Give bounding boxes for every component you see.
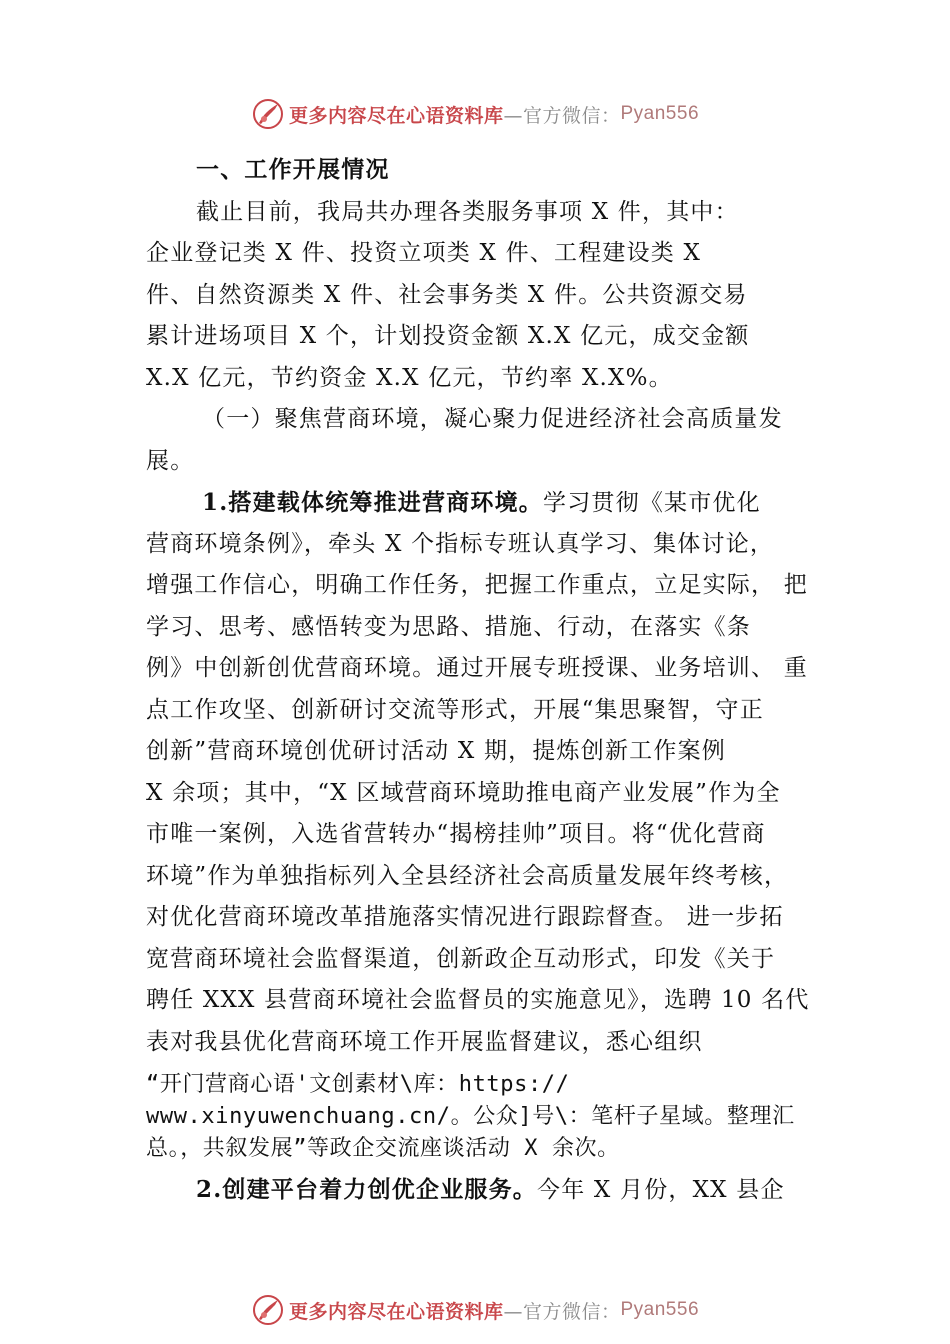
paragraph-line: 增强工作信心，明确工作任务，把握工作重点，立足实际， 把 [146, 572, 808, 598]
watermark-footer [0, 1290, 950, 1330]
watermark-wechat-label: —官方微信： [503, 104, 621, 127]
paragraph-line: X.X 亿元，节约资金 X.X 亿元，节约率 X.X%。 [146, 364, 673, 391]
paragraph-line: 点工作攻坚、创新研讨交流等形式，开展“集思聚智，守正 [146, 696, 764, 723]
paragraph-line-mono: 总。，共叙发展”等政企交流座谈活动 X 余次。 [146, 1136, 620, 1161]
paragraph-line: 件、自然资源类 X 件、社会事务类 X 件。公共资源交易 [146, 281, 748, 308]
paragraph-line: 表对我县优化营商环境工作开展监督建议，悉心组织 [146, 1028, 703, 1055]
sub-heading: （一）聚焦营商环境，凝心聚力促进经济社会高质量发 [202, 406, 783, 432]
item1-title: 1.搭建载体统筹推进营商环境。 [202, 489, 544, 516]
watermark-header [0, 94, 950, 134]
item2-first-line [146, 1169, 818, 1211]
paragraph-line: 截止目前，我局共办理各类服务事项 X 件，其中： [196, 198, 739, 225]
paragraph-line: X 余项；其中，“X 区域营商环境助推电商产业发展”作为全 [146, 779, 781, 806]
brush-logo-icon [251, 1293, 285, 1327]
paragraph-line: 例》中创新创优营商环境。通过开展专班授课、业务培训、 重 [146, 655, 808, 681]
sub-heading-cont: 展。 [146, 447, 195, 474]
paragraph-line: 宽营商环境社会监督渠道，创新政企互动形式，印发《关于 [146, 945, 776, 972]
item2-title: 2.创建平台着力创优企业服务。 [196, 1176, 538, 1203]
paragraph-line: 企业登记类 X 件、投资立项类 X 件、工程建设类 X [146, 240, 702, 266]
watermark-wechat-label: —官方微信： [503, 1300, 621, 1323]
item2-first-text: 今年 X 月份，XX 县企 [537, 1177, 785, 1203]
watermark-wechat-id: Pyan556 [620, 1299, 700, 1320]
paragraph-line: 聘任 XXX 县营商环境社会监督员的实施意见》，选聘 10 名代 [146, 987, 810, 1013]
paragraph-line: 学习、思考、感悟转变为思路、措施、行动，在落实《条 [146, 613, 751, 640]
watermark-site-text: 更多内容尽在心语资料库 [288, 104, 504, 127]
item1-first-text: 学习贯彻《某市优化 [543, 490, 761, 516]
paragraph-line: 累计进场项目 X 个，计划投资金额 X.X 亿元，成交金额 [146, 323, 750, 349]
section-heading: 一、工作开展情况 [196, 157, 390, 183]
watermark-site-text: 更多内容尽在心语资料库 [288, 1300, 504, 1323]
paragraph-line-mono: www.xinyuwenchuang.cn/。公众]号\：笔杆子星域。整理汇 [146, 1104, 795, 1129]
paragraph-line: 环境”作为单独指标列入全县经济社会高质量发展年终考核， [146, 862, 789, 889]
watermark-wechat-id: Pyan556 [620, 103, 700, 124]
paragraph-line: 市唯一案例，入选省营转办“揭榜挂帅”项目。将“优化营商 [146, 821, 766, 847]
paragraph-line: 创新”营商环境创优研讨活动 X 期，提炼创新工作案例 [146, 738, 726, 764]
item1-first-line [146, 482, 818, 524]
paragraph-line-mono: “开门营商心语'文创素材\库：https:// [146, 1072, 570, 1097]
paragraph-line: 营商环境条例》，牵头 X 个指标专班认真学习、集体讨论， [146, 530, 775, 557]
brush-logo-icon [251, 97, 285, 131]
document-body [146, 150, 818, 1211]
paragraph-line: 对优化营商环境改革措施落实情况进行跟踪督查。 进一步拓 [146, 904, 784, 930]
